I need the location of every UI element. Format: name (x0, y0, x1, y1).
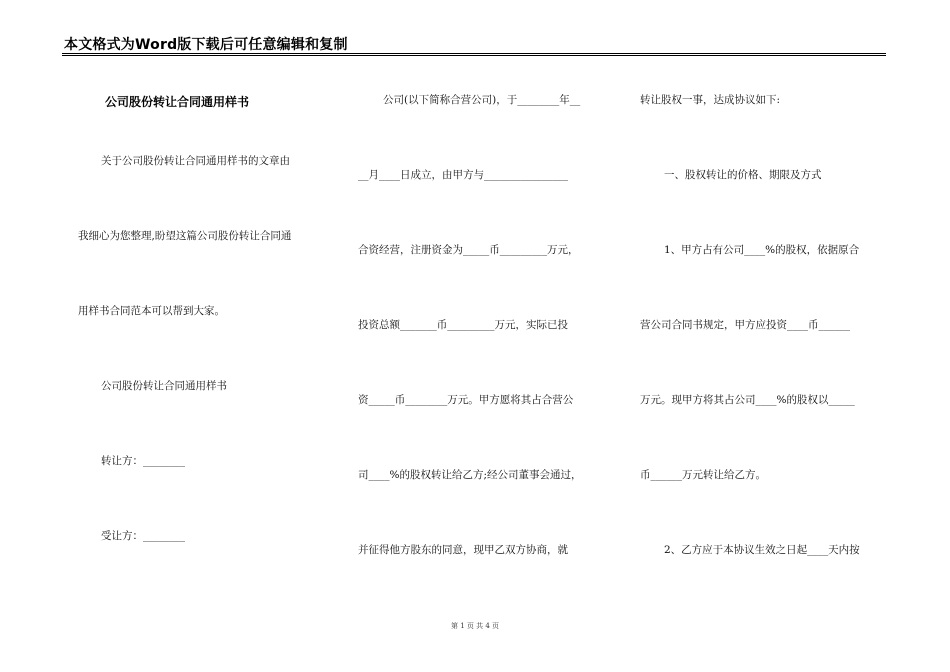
col3-line-3: 1、甲方占有公司____%的股权，依据原合 (664, 244, 860, 256)
page-number: 第 1 页 共 4 页 (450, 622, 500, 630)
col1-line-5: 转让方：________ (101, 455, 185, 467)
document-title: 公司股份转让合同通用样书 (105, 95, 250, 109)
header-rule-top (62, 53, 886, 54)
col3-line-4: 营公司合同书规定，甲方应投资____币______ (640, 319, 850, 331)
col2-line-4: 投资总额_______币_________万元，实际已投 (358, 319, 568, 331)
col1-line-4: 公司股份转让合同通用样书 (101, 380, 227, 392)
col2-line-3: 合资经营，注册资金为_____币_________万元， (358, 244, 579, 256)
col3-line-1: 转让股权一事，达成协议如下: (640, 94, 781, 106)
col3-line-5: 万元。现甲方将其占公司____%的股权以_____ (640, 394, 855, 406)
document-header: 本文格式为Word版下载后可任意编辑和复制 (64, 37, 348, 53)
col2-line-2: __月____日成立，由甲方与________________ (358, 169, 568, 181)
header-rule-bottom (62, 55, 886, 56)
col1-line-6: 受让方：________ (101, 530, 185, 542)
col2-line-6: 司____%的股权转让给乙方;经公司董事会通过， (358, 469, 582, 481)
col2-line-1: 公司(以下简称合营公司)，于________年__ (383, 94, 581, 106)
col2-line-7: 并征得他方股东的同意，现甲乙双方协商，就 (358, 544, 568, 556)
col1-line-3: 用样书合同范本可以帮到大家。 (78, 305, 225, 317)
col3-line-6: 币______万元转让给乙方。 (640, 469, 766, 481)
col2-line-5: 资_____币________万元。甲方愿将其占合营公 (358, 394, 574, 406)
col3-line-2: 一、股权转让的价格、期限及方式 (664, 169, 822, 181)
col1-line-2: 我细心为您整理,盼望这篇公司股份转让合同通 (78, 230, 292, 242)
col1-line-1: 关于公司股份转让合同通用样书的文章由 (101, 155, 290, 167)
col3-line-7: 2、乙方应于本协议生效之日起____天内按 (664, 544, 860, 556)
